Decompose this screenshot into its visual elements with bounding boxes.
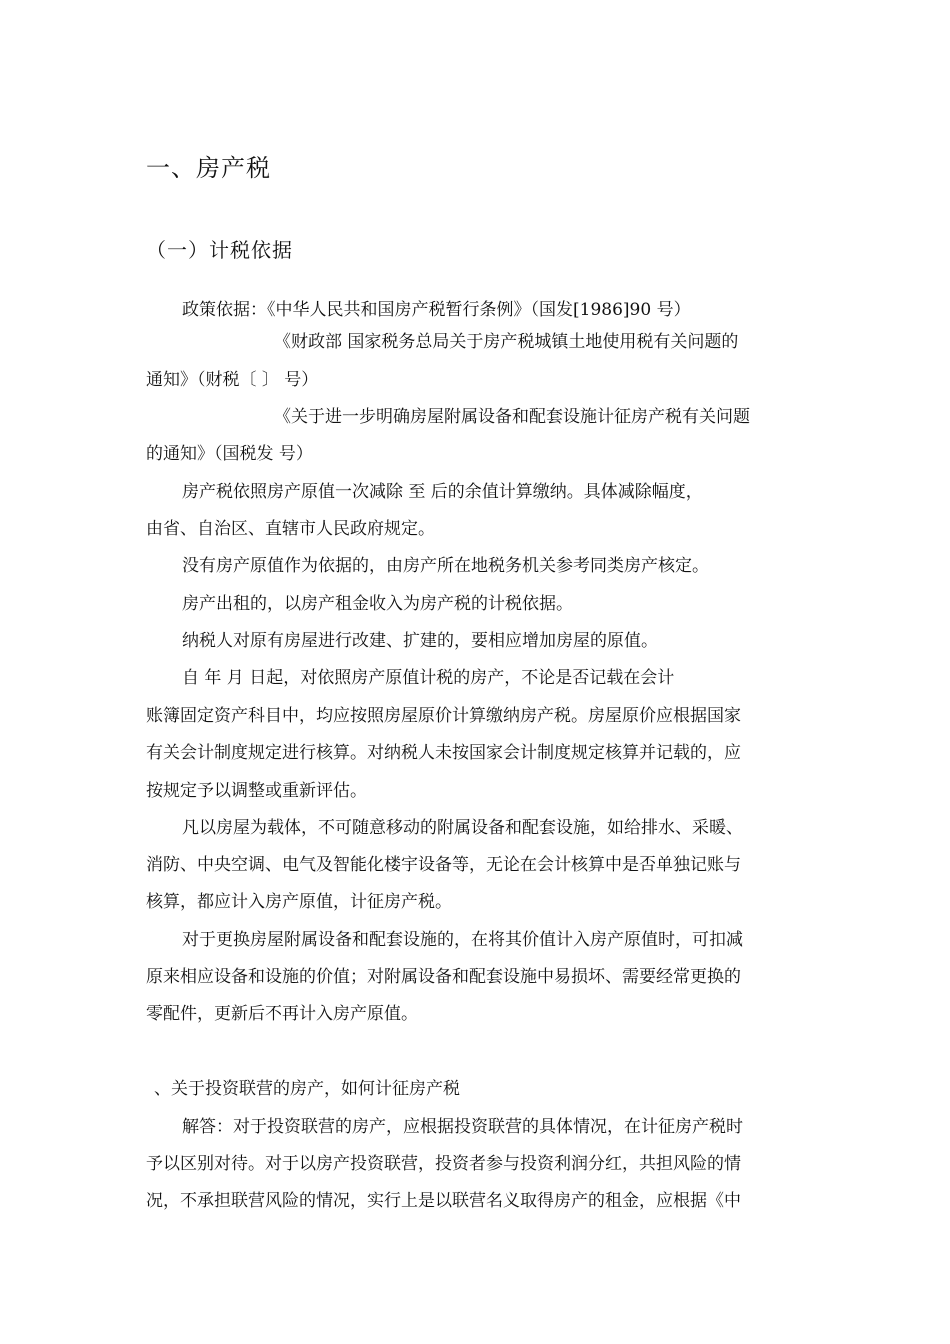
paragraph-line: 予以区别对待。对于以房产投资联营，投资者参与投资利润分红，共担风险的情 (146, 1154, 741, 1174)
paragraph-line: 房产税依照房产原值一次减除 至 后的余值计算缴纳。具体减除幅度， (182, 482, 703, 502)
paragraph-line: 自 年 月 日起，对依照房产原值计税的房产，不论是否记载在会计 (182, 668, 675, 688)
paragraph-line: 按规定予以调整或重新评估。 (146, 781, 367, 801)
paragraph-line: 账簿固定资产科目中，均应按照房屋原价计算缴纳房产税。房屋原价应根据国家 (146, 706, 741, 726)
paragraph-line: 原来相应设备和设施的价值；对附属设备和配套设施中易损坏、需要经常更换的 (146, 967, 741, 987)
paragraph-line: 由省、自治区、直辖市人民政府规定。 (146, 519, 435, 539)
paragraph-line: 消防、中央空调、电气及智能化楼宇设备等，无论在会计核算中是否单独记账与 (146, 855, 741, 875)
paragraph-line: 零配件，更新后不再计入房产原值。 (146, 1004, 418, 1024)
policy-basis-line: 政策依据：《中华人民共和国房产税暂行条例》（国发[1986]90 号） (182, 300, 691, 320)
policy-basis-line: 的通知》（国税发 号） (146, 444, 313, 464)
heading-level-2: （一）计税依据 (146, 238, 293, 262)
paragraph-line: 房产出租的，以房产租金收入为房产税的计税依据。 (182, 594, 573, 614)
paragraph-line: 有关会计制度规定进行核算。对纳税人未按国家会计制度规定核算并记载的，应 (146, 743, 741, 763)
policy-basis-line: 《关于进一步明确房屋附属设备和配套设施计征房产税有关问题 (274, 407, 750, 427)
paragraph-line: 没有房产原值作为依据的，由房产所在地税务机关参考同类房产核定。 (182, 556, 709, 576)
policy-basis-line: 通知》（财税〔 〕 号） (146, 370, 319, 390)
paragraph-line: 凡以房屋为载体，不可随意移动的附属设备和配套设施，如给排水、采暖、 (182, 818, 743, 838)
paragraph-line: 况，不承担联营风险的情况，实行上是以联营名义取得房产的租金，应根据《中 (146, 1191, 741, 1211)
policy-basis-line: 《财政部 国家税务总局关于房产税城镇土地使用税有关问题的 (274, 332, 739, 352)
paragraph-line: 对于更换房屋附属设备和配套设施的，在将其价值计入房产原值时，可扣减 (182, 930, 743, 950)
heading-level-1: 一、房产税 (146, 154, 271, 182)
paragraph-line: 核算，都应计入房产原值，计征房产税。 (146, 892, 452, 912)
qa-heading: 、关于投资联营的房产，如何计征房产税 (154, 1079, 460, 1099)
paragraph-line: 解答：对于投资联营的房产，应根据投资联营的具体情况，在计征房产税时 (182, 1117, 743, 1137)
paragraph-line: 纳税人对原有房屋进行改建、扩建的，要相应增加房屋的原值。 (182, 631, 658, 651)
